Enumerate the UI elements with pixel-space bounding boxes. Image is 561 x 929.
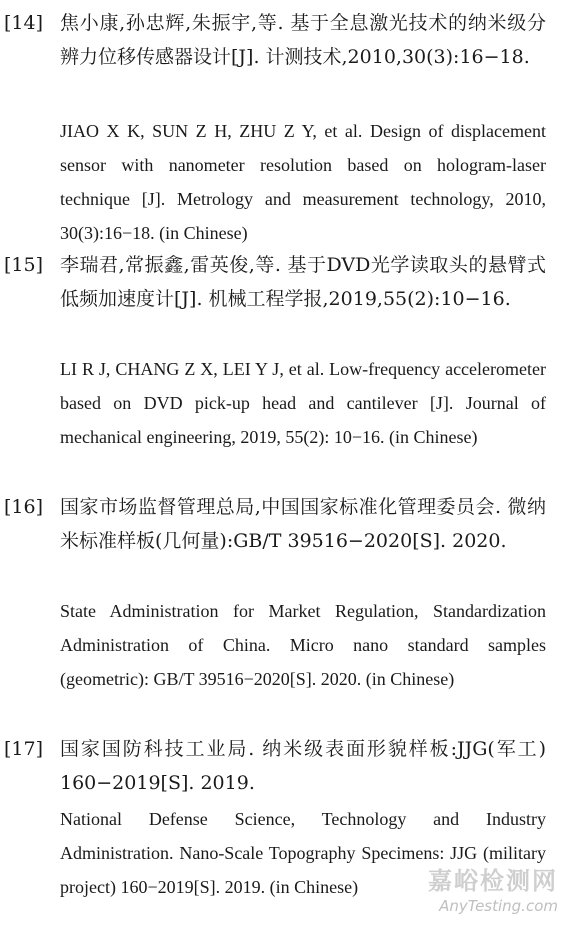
reference-number: [17] bbox=[4, 738, 44, 760]
reference-number: [15] bbox=[4, 254, 44, 276]
reference-number: [14] bbox=[4, 12, 44, 34]
reference-chinese-citation: 国家市场监督管理总局,中国国家标准化管理委员会. 微纳米标准样板(几何量):GB/T 39516−2020[S]. 2020. bbox=[60, 496, 546, 552]
reference-english-citation: JIAO X K, SUN Z H, ZHU Z Y, et al. Design of displacement sensor with nanometer resolution based on hologram-laser technique [J]. Metrology and measurement technology, 2010, 30(3):16−18. (in Chinese) bbox=[60, 121, 546, 243]
watermark-english-text: AnyTesting.com bbox=[439, 897, 558, 915]
reference-english-citation: State Administration for Market Regulation, Standardization Administration of China. Micro nano standard samples (geometric): GB/T 39516−2020[S]. 2020. (in Chinese) bbox=[60, 601, 546, 689]
reference-number: [16] bbox=[4, 496, 44, 518]
reference-english-citation: LI R J, CHANG Z X, LEI Y J, et al. Low-frequency accelerometer based on DVD pick-up head and cantilever [J]. Journal of mechanical engineering, 2019, 55(2): 10−16. (in Chinese) bbox=[60, 359, 546, 447]
watermark-chinese-text: 嘉峪检测网 bbox=[428, 867, 558, 895]
reference-chinese-citation: 李瑞君,常振鑫,雷英俊,等. 基于DVD光学读取头的悬臂式低频加速度计[J]. 机械工程学报,2019,55(2):10−16. bbox=[60, 254, 546, 310]
reference-chinese-citation: 焦小康,孙忠辉,朱振宇,等. 基于全息激光技术的纳米级分辨力位移传感器设计[J]. 计测技术,2010,30(3):16−18. bbox=[60, 12, 546, 68]
reference-chinese-citation: 国家国防科技工业局. 纳米级表面形貌样板:JJG(军工) 160−2019[S]. 2019. bbox=[60, 738, 546, 794]
reference-english-citation: National Defense Science, Technology and Industry Administration. Nano-Scale Topography Specimens: JJG (military project) 160−2019[S]. 2019. (in Chinese) bbox=[60, 809, 546, 897]
